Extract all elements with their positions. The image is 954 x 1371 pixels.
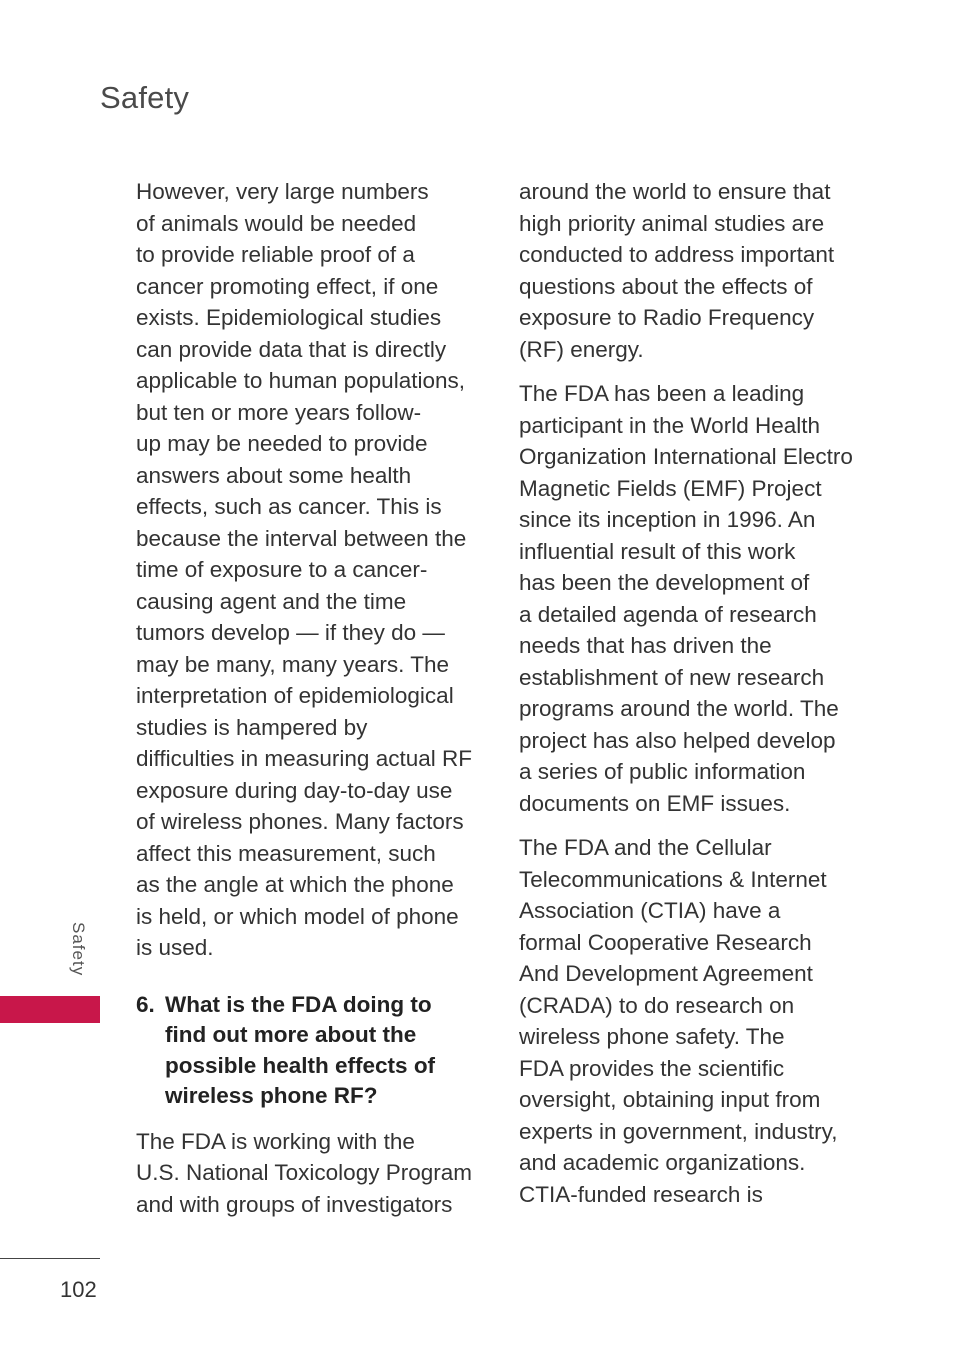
text-line: interpretation of epidemiological bbox=[136, 683, 454, 708]
paragraph bbox=[519, 832, 864, 1210]
text-line: as the angle at which the phone bbox=[136, 872, 454, 897]
text-line: cancer promoting effect, if one bbox=[136, 273, 439, 299]
text-line: Telecommunications & Internet bbox=[519, 866, 827, 892]
text-line: Organization International Electro bbox=[519, 444, 853, 469]
text-line: but ten or more years follow- bbox=[136, 399, 422, 425]
left-column bbox=[136, 176, 488, 1233]
text-line: (CRADA) to do research on bbox=[519, 992, 795, 1018]
text-line: exposure to Radio Frequency bbox=[519, 305, 815, 330]
text-line: wireless phone safety. The bbox=[519, 1024, 785, 1049]
text-line: establishment of new research bbox=[519, 664, 825, 690]
text-line: needs that has driven the bbox=[519, 633, 772, 658]
text-line: oversight, obtaining input from bbox=[519, 1087, 821, 1112]
text-line: questions about the effects of bbox=[519, 273, 813, 299]
footer-divider bbox=[0, 1258, 100, 1259]
text-line: because the interval between the bbox=[136, 525, 467, 551]
text-line: formal Cooperative Research bbox=[519, 929, 812, 955]
paragraph bbox=[519, 378, 864, 819]
question-text bbox=[165, 990, 488, 1112]
text-line: The FDA is working with the bbox=[136, 1128, 415, 1154]
text-line: around the world to ensure that bbox=[519, 179, 831, 204]
text-line: affect this measurement, such bbox=[136, 840, 436, 866]
paragraph bbox=[519, 176, 864, 365]
text-line: studies is hampered by bbox=[136, 714, 368, 740]
text-line: is held, or which model of phone bbox=[136, 903, 459, 929]
text-line: What is the FDA doing to bbox=[165, 991, 432, 1017]
text-line: influential result of this work bbox=[519, 538, 796, 564]
text-line: programs around the world. The bbox=[519, 696, 839, 721]
text-line: is used. bbox=[136, 935, 214, 960]
text-line: of animals would be needed bbox=[136, 210, 417, 236]
paragraph bbox=[136, 176, 488, 964]
text-line: a series of public information bbox=[519, 759, 806, 784]
text-line: can provide data that is directly bbox=[136, 336, 447, 362]
page-title: Safety bbox=[100, 80, 190, 115]
paragraph bbox=[136, 1126, 488, 1221]
text-line: U.S. National Toxicology Program bbox=[136, 1160, 472, 1185]
text-line: find out more about the bbox=[165, 1022, 417, 1047]
text-line: possible health effects of bbox=[165, 1052, 436, 1078]
text-line: exists. Epidemiological studies bbox=[136, 305, 442, 330]
text-line: effects, such as cancer. This is bbox=[136, 494, 442, 519]
right-column bbox=[519, 176, 864, 1223]
text-line: Association (CTIA) have a bbox=[519, 898, 781, 923]
text-line: participant in the World Health bbox=[519, 412, 820, 438]
text-line: The FDA and the Cellular bbox=[519, 835, 772, 860]
text-line: may be many, many years. The bbox=[136, 651, 450, 677]
text-line: Magnetic Fields (EMF) Project bbox=[519, 475, 822, 501]
text-line: CTIA-funded research is bbox=[519, 1181, 763, 1207]
text-line: of wireless phones. Many factors bbox=[136, 809, 464, 834]
text-line: (RF) energy. bbox=[519, 336, 644, 362]
text-line: time of exposure to a cancer- bbox=[136, 557, 428, 582]
text-line: difficulties in measuring actual RF bbox=[136, 746, 472, 771]
text-line: has been the development of bbox=[519, 570, 810, 595]
text-line: a detailed agenda of research bbox=[519, 601, 817, 627]
text-line: causing agent and the time bbox=[136, 588, 407, 614]
text-line: to provide reliable proof of a bbox=[136, 242, 415, 267]
text-line: The FDA has been a leading bbox=[519, 381, 805, 406]
page-number: 102 bbox=[60, 1277, 97, 1302]
text-line: high priority animal studies are bbox=[519, 210, 825, 236]
text-line: And Development Agreement bbox=[519, 961, 813, 986]
question-heading bbox=[136, 990, 488, 1112]
text-line: wireless phone RF? bbox=[165, 1083, 378, 1108]
question-number: 6. bbox=[136, 991, 155, 1017]
text-line: tumors develop — if they do — bbox=[136, 620, 445, 645]
text-line: conducted to address important bbox=[519, 242, 835, 267]
text-line: exposure during day-to-day use bbox=[136, 777, 453, 803]
text-line: up may be needed to provide bbox=[136, 431, 428, 456]
text-line: and academic organizations. bbox=[519, 1150, 806, 1175]
side-tab-bar bbox=[0, 996, 100, 1023]
text-line: since its inception in 1996. An bbox=[519, 507, 816, 532]
text-line: experts in government, industry, bbox=[519, 1118, 838, 1144]
text-line: project has also helped develop bbox=[519, 727, 836, 753]
text-line: FDA provides the scientific bbox=[519, 1055, 785, 1081]
text-line: and with groups of investigators bbox=[136, 1191, 453, 1217]
text-line: answers about some health bbox=[136, 462, 412, 488]
text-line: However, very large numbers bbox=[136, 179, 429, 204]
side-tab-label: Safety bbox=[69, 922, 88, 977]
text-line: documents on EMF issues. bbox=[519, 790, 791, 816]
text-line: applicable to human populations, bbox=[136, 368, 465, 393]
